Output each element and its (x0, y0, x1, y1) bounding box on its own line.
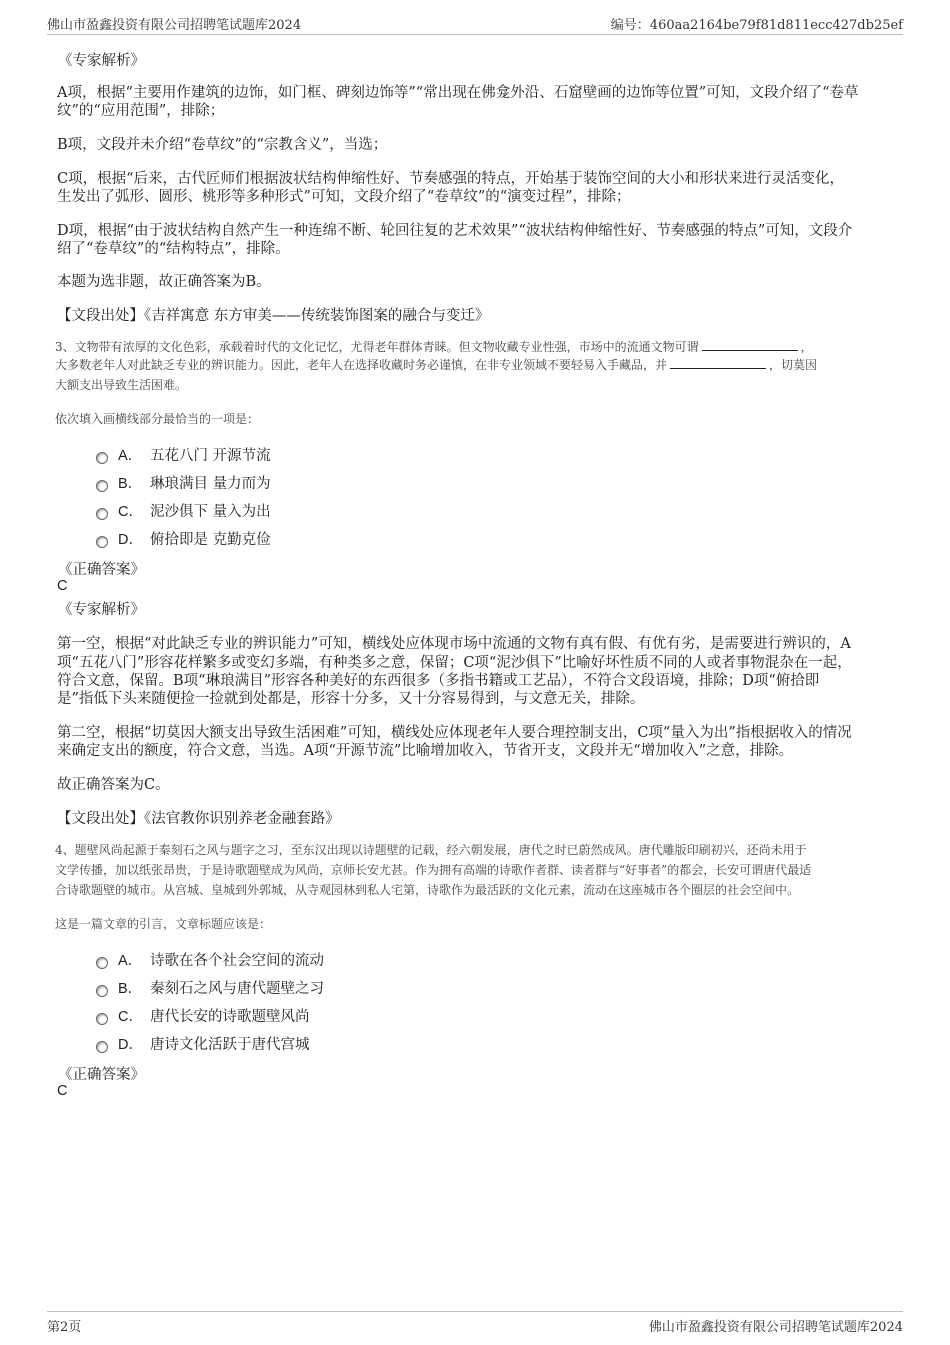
radio-button[interactable] (96, 957, 108, 969)
question-prompt: 依次填入画横线部分最恰当的一项是： (55, 412, 260, 426)
question-stem: 合诗歌题壁的城市。从宫城、皇城到外郭城，从寺观园林到私人宅第，诗歌作为最活跃的文化元素，流动在这座城市各个圈层的社会空间中。 (55, 883, 800, 897)
correct-answer: C (57, 1083, 68, 1099)
footer-title: 佛山市盈鑫投资有限公司招聘笔试题库2024 (648, 1320, 903, 1335)
option-a[interactable]: A． 五花八门 开源节流 (96, 444, 271, 464)
analysis-line: 符合文意，保留。B项“琳琅满目”形容各种美好的东西很多（多指书籍或工艺品），不符合文段语境，排除；D项“俯拾即 (57, 673, 820, 689)
option-c[interactable]: C． 唐代长安的诗歌题壁风尚 (96, 1005, 310, 1025)
correct-answer-label: 《正确答案》 (58, 1067, 145, 1083)
option-a[interactable]: A． 诗歌在各个社会空间的流动 (96, 949, 324, 969)
radio-button[interactable] (96, 452, 108, 464)
radio-button[interactable] (96, 1013, 108, 1025)
question-stem: 大额支出导致生活困难。 (55, 378, 188, 392)
page-header (47, 12, 903, 35)
question-prompt: 这是一篇文章的引言，文章标题应该是： (55, 917, 272, 931)
source-line: 【文段出处】《吉祥寓意 东方审美——传统装饰图案的融合与变迁》 (57, 308, 490, 324)
analysis-line: C项，根据“后来，古代匠师们根据波状结构伸缩性好、节奏感强的特点，开始基于装饰空间的大小和形状来进行灵活变化， (57, 171, 845, 187)
radio-button[interactable] (96, 480, 108, 492)
page-footer (47, 1311, 903, 1336)
correct-answer: C (57, 578, 68, 594)
expert-analysis-label: 《专家解析》 (58, 602, 145, 618)
analysis-line: A项，根据“主要用作建筑的边饰，如门框、碑刻边饰等”“常出现在佛龛外沿、石窟壁画的边饰等位置”可知，文段介绍了“卷草 (57, 85, 859, 101)
question-stem: 4、题壁风尚起源于秦刻石之风与题字之习，至东汉出现以诗题壁的记载，经六朝发展，唐代之时已蔚然成风。唐代雕版印刷初兴，还尚未用于 (55, 843, 807, 857)
analysis-line: 项“五花八门”形容花样繁多或变幻多端，有种类多之意，保留；C项“泥沙俱下”比喻好坏性质不同的人或者事物混杂在一起， (57, 655, 852, 671)
analysis-line: 来确定支出的额度，符合文意，当选。A项“开源节流”比喻增加收入，节省开支，文段并无“增加收入”之意，排除。 (57, 743, 794, 759)
question-stem: 3、文物带有浓厚的文化色彩，承载着时代的文化记忆，尤得老年群体青睐。但文物收藏专业性强，市场中的流通文物可谓 ， (55, 340, 813, 354)
header-title: 佛山市盈鑫投资有限公司招聘笔试题库2024 (47, 18, 302, 33)
option-d[interactable]: D． 俯拾即是 克勤克俭 (96, 528, 271, 548)
radio-button[interactable] (96, 985, 108, 997)
answer-statement: 故正确答案为C。 (57, 777, 170, 793)
radio-button[interactable] (96, 1041, 108, 1053)
question-stem: 大多数老年人对此缺乏专业的辨识能力。因此，老年人在选择收藏时务必谨慎，在非专业领域不要轻易入手藏品，并 ，切莫因 (55, 358, 818, 372)
analysis-line: D项，根据“由于波状结构自然产生一种连绵不断、轮回往复的艺术效果”“波状结构伸缩性好、节奏感强的特点”可知，文段介 (57, 223, 853, 239)
header-serial: 编号：460aa2164be79f81d811ecc427db25ef (610, 18, 903, 33)
expert-analysis-label: 《专家解析》 (58, 53, 145, 69)
source-line: 【文段出处】《法官教你识别养老金融套路》 (57, 811, 340, 827)
page-number: 第2页 (47, 1320, 82, 1335)
question-stem: 文学传播，加以纸张昂贵，于是诗歌题壁成为风尚，京师长安尤甚。作为拥有高端的诗歌作者群、读者群与“好事者”的都会，长安可谓唐代最适 (55, 863, 812, 877)
analysis-line: 绍了“卷草纹”的“结构特点”，排除。 (57, 241, 290, 257)
analysis-line: 第二空，根据“切莫因大额支出导致生活困难”可知，横线处应体现老年人要合理控制支出，C项“量入为出”指根据收入的情况 (57, 725, 852, 741)
analysis-line: 纹”的“应用范围”，排除； (57, 103, 225, 119)
option-b[interactable]: B． 秦刻石之风与唐代题壁之习 (96, 977, 324, 997)
radio-button[interactable] (96, 508, 108, 520)
fill-blank (670, 357, 766, 369)
analysis-line: 生发出了弧形、圆形、桃形等多种形式”可知，文段介绍了“卷草纹”的“演变过程”，排除； (57, 189, 631, 205)
analysis-line: 第一空，根据“对此缺乏专业的辨识能力”可知，横线处应体现市场中流通的文物有真有假、有优有劣，是需要进行辨识的，A (57, 636, 851, 652)
fill-blank (702, 339, 798, 351)
correct-answer-label: 《正确答案》 (58, 562, 145, 578)
analysis-line: B项，文段并未介绍“卷草纹”的“宗教含义”，当选； (57, 137, 388, 153)
radio-button[interactable] (96, 536, 108, 548)
analysis-line: 是”指低下头来随便捡一捡就到处都是，形容十分多，又十分容易得到，与文意无关，排除。 (57, 691, 645, 707)
option-c[interactable]: C． 泥沙俱下 量入为出 (96, 500, 271, 520)
answer-statement: 本题为选非题，故正确答案为B。 (57, 274, 271, 290)
option-d[interactable]: D． 唐诗文化活跃于唐代宫城 (96, 1033, 310, 1053)
option-b[interactable]: B． 琳琅满目 量力而为 (96, 472, 271, 492)
